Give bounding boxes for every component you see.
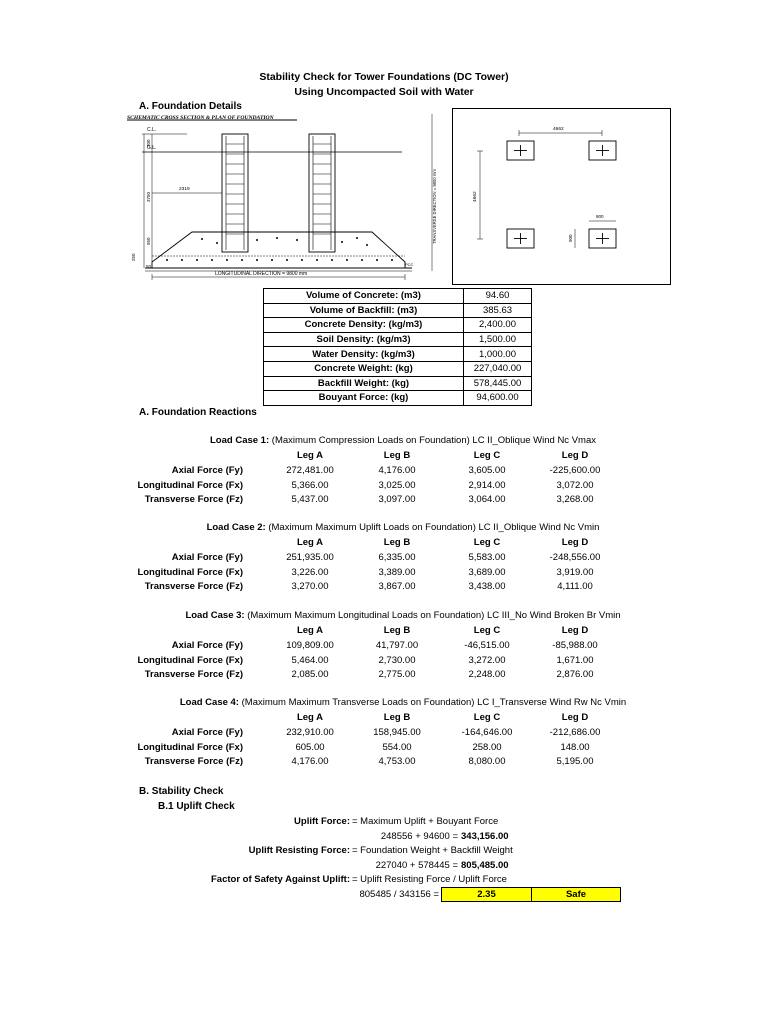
reaction-value: 5,437.00 [291,494,329,505]
load-case-heading [0,435,768,446]
reaction-value: 3,919.00 [556,566,594,578]
reaction-value: 5,195.00 [556,756,594,767]
property-value: 2,400.00 [464,318,532,333]
reaction-row [0,567,768,581]
fos-status-badge: Safe [531,887,621,902]
property-value: 227,040.00 [464,361,532,376]
property-label: Soil Density: (kg/m3) [264,332,464,347]
foundation-properties-table [263,288,532,406]
property-value: 385.63 [464,303,532,318]
leg-header: Leg B [383,625,411,636]
reaction-row [0,640,768,654]
reaction-value: 148.00 [560,741,590,753]
reaction-value: 109,809.00 [286,640,334,651]
reaction-value: 232,910.00 [286,727,334,738]
reaction-value: 2,775.00 [378,669,416,680]
property-row [264,289,532,304]
reaction-value: 554.00 [382,741,412,753]
reaction-value: 272,481.00 [286,465,334,476]
reaction-value: 4,176.00 [291,756,329,767]
reaction-value: 258.00 [472,741,502,753]
uplift-check-subtitle: B.1 Uplift Check [158,801,235,812]
plan-dim-side: 4662 [473,191,478,202]
reaction-row-label: Transverse Force (Fz) [144,494,243,505]
load-case-heading [0,610,768,621]
reaction-value: 2,248.00 [468,669,506,680]
reaction-row [0,727,768,741]
reaction-value: 2,085.00 [291,669,329,680]
property-label: Volume of Concrete: (m3) [264,289,464,304]
reaction-value: 41,797.00 [375,640,419,651]
resisting-force-calc: 227040 + 578445 = [375,860,458,871]
reaction-row [0,494,768,508]
uplift-force-calc: 248556 + 94600 = [380,831,458,842]
page-subtitle: Using Uncompacted Soil with Water [294,86,474,98]
reaction-row [0,669,768,683]
property-row [264,303,532,318]
reaction-value: 3,097.00 [378,494,416,505]
property-row [264,391,532,406]
load-case-description: (Maximum Compression Loads on Foundation) LC II_Oblique Wind Nc Vmax [271,435,596,446]
leg-header: Leg D [561,450,589,461]
property-row [264,376,532,391]
reaction-row-label: Axial Force (Fy) [171,727,243,738]
load-case-heading [0,697,768,708]
reaction-value: 2,914.00 [468,479,506,491]
reaction-value: 3,072.00 [556,479,594,491]
stability-title: B. Stability Check [139,786,224,797]
leg-header-row [0,537,768,551]
reaction-row-label: Axial Force (Fy) [171,640,243,651]
leg-header-row [0,450,768,464]
resisting-force-result: 805,485.00 [461,860,509,871]
load-case-description: (Maximum Maximum Longitudinal Loads on Foundation) LC III_No Wind Broken Br Vmin [247,610,621,621]
reaction-row-label: Transverse Force (Fz) [144,669,243,680]
uplift-force-formula: = Maximum Uplift + Bouyant Force [352,816,499,827]
property-row [264,318,532,333]
dim-300: 300 [146,139,151,147]
dim-50: 50 [146,264,152,269]
reaction-value: 3,689.00 [468,566,506,578]
property-row [264,361,532,376]
reaction-value: 1,671.00 [556,654,594,666]
leg-header: Leg A [296,625,324,636]
reaction-value: 3,226.00 [291,566,329,578]
pcc-label: PCC [405,262,414,267]
leg-header: Leg D [561,712,589,723]
long-dir-label: LONGITUDINAL DIRECTION = 9800 mm [215,271,308,277]
reaction-value: 605.00 [295,741,325,753]
trans-dir-label: TRANSVERSE DIRECTION = 9800 mm [432,169,437,244]
page-title: Stability Check for Tower Foundations (DC Tower) [259,71,509,83]
property-label: Concrete Weight: (kg) [264,361,464,376]
plan-border [453,109,671,285]
reaction-row-label: Longitudinal Force (Fx) [137,654,243,666]
load-case-label: Load Case 3: [185,610,245,621]
leg-header: Leg C [473,537,501,548]
reaction-value: 8,080.00 [468,756,506,767]
reaction-row-label: Transverse Force (Fz) [144,581,243,592]
reaction-value: 3,268.00 [556,494,594,505]
resisting-force-label: Uplift Resisting Force: [248,845,350,856]
reaction-value: 5,464.00 [291,654,329,666]
uplift-force-result: 343,156.00 [461,831,509,842]
reaction-row [0,552,768,566]
fos-label: Factor of Safety Against Uplift: [211,874,350,885]
fos-result: 2.35 [441,887,532,902]
load-case-label: Load Case 2: [206,522,266,533]
uplift-force-label: Uplift Force: [294,816,350,827]
cl-label: C.L. [147,127,157,133]
plan-900-horizontal: 900 [596,214,604,219]
reaction-value: 2,876.00 [556,669,594,680]
reaction-row-label: Longitudinal Force (Fx) [137,741,243,753]
plan-view-drawing [452,108,671,285]
reaction-value: 3,025.00 [378,479,416,491]
dim-950: 950 [146,237,151,245]
reaction-value: -85,988.00 [552,640,598,651]
leg-header: Leg B [383,537,411,548]
reaction-row-label: Axial Force (Fy) [171,465,243,476]
reaction-value: 3,605.00 [468,465,506,476]
reaction-value: 3,064.00 [468,494,506,505]
load-case-heading [0,522,768,533]
reaction-row-label: Longitudinal Force (Fx) [137,566,243,578]
load-case-description: (Maximum Maximum Transverse Loads on Foundation) LC I_Transverse Wind Rw Nc Vmin [241,697,627,708]
leg-header: Leg A [296,712,324,723]
property-label: Concrete Density: (kg/m3) [264,318,464,333]
property-row [264,347,532,362]
reaction-value: -46,515.00 [464,640,510,651]
reaction-value: 4,753.00 [378,756,416,767]
resisting-force-formula: = Foundation Weight + Backfill Weight [352,845,513,856]
reaction-row-label: Axial Force (Fy) [171,552,243,563]
reaction-row [0,756,768,770]
property-value: 94,600.00 [464,391,532,406]
reaction-value: -225,600.00 [549,465,601,476]
leg-header: Leg B [383,450,411,461]
property-value: 94.60 [464,289,532,304]
dim-2319: 2319 [179,187,190,192]
property-value: 578,445.00 [464,376,532,391]
reaction-value: 3,270.00 [291,581,329,592]
reaction-value: 251,935.00 [286,552,334,563]
property-label: Backfill Weight: (kg) [264,376,464,391]
drawing-caption: SCHEMATIC CROSS SECTION & PLAN OF FOUNDATION [127,115,274,121]
fos-calc: 805485 / 343156 = [359,889,439,900]
property-value: 1,500.00 [464,332,532,347]
dim-250: 250 [131,253,136,261]
load-case-description: (Maximum Maximum Uplift Loads on Foundation) LC II_Oblique Wind Nc Vmin [268,522,600,533]
leg-header: Leg A [296,450,324,461]
leg-header: Leg D [561,537,589,548]
reactions-title: A. Foundation Reactions [139,407,257,418]
reaction-value: -212,686.00 [549,727,601,738]
reaction-row [0,742,768,756]
property-label: Bouyant Force: (kg) [264,391,464,406]
reaction-row [0,480,768,494]
dim-3750: 3750 [146,191,151,202]
reaction-row [0,465,768,479]
reaction-row-label: Longitudinal Force (Fx) [137,479,243,491]
reaction-row [0,655,768,669]
fos-formula: = Uplift Resisting Force / Uplift Force [352,874,507,885]
reaction-value: -248,556.00 [549,552,601,563]
leg-header: Leg D [561,625,589,636]
plan-dim-top: 4662 [553,127,564,132]
reaction-value: 3,272.00 [468,654,506,666]
property-label: Water Density: (kg/m3) [264,347,464,362]
section-a-title: A. Foundation Details [139,101,242,112]
property-label: Volume of Backfill: (m3) [264,303,464,318]
reaction-value: 2,730.00 [378,654,416,666]
leg-header: Leg C [473,625,501,636]
gl-label: G.L. [147,145,157,151]
property-value: 1,000.00 [464,347,532,362]
reaction-value: -164,646.00 [461,727,513,738]
reaction-value: 5,583.00 [468,552,506,563]
leg-header-row [0,712,768,726]
leg-header: Leg C [473,450,501,461]
leg-header: Leg C [473,712,501,723]
leg-header: Leg B [383,712,411,723]
reaction-value: 3,389.00 [378,566,416,578]
reaction-value: 158,945.00 [373,727,421,738]
leg-header: Leg A [296,537,324,548]
reaction-value: 5,366.00 [291,479,329,491]
leg-header-row [0,625,768,639]
property-row [264,332,532,347]
reaction-value: 3,867.00 [378,581,416,592]
load-case-label: Load Case 4: [179,697,239,708]
footing-slab [152,232,405,268]
reaction-value: 4,176.00 [378,465,416,476]
reaction-value: 4,111.00 [557,581,593,592]
load-case-label: Load Case 1: [210,435,270,446]
reaction-row [0,581,768,595]
reaction-value: 3,438.00 [468,581,506,592]
plan-900-vertical: 900 [568,234,573,242]
reaction-value: 6,335.00 [378,552,416,563]
reaction-row-label: Transverse Force (Fz) [144,756,243,767]
cross-section-drawing [127,114,440,287]
